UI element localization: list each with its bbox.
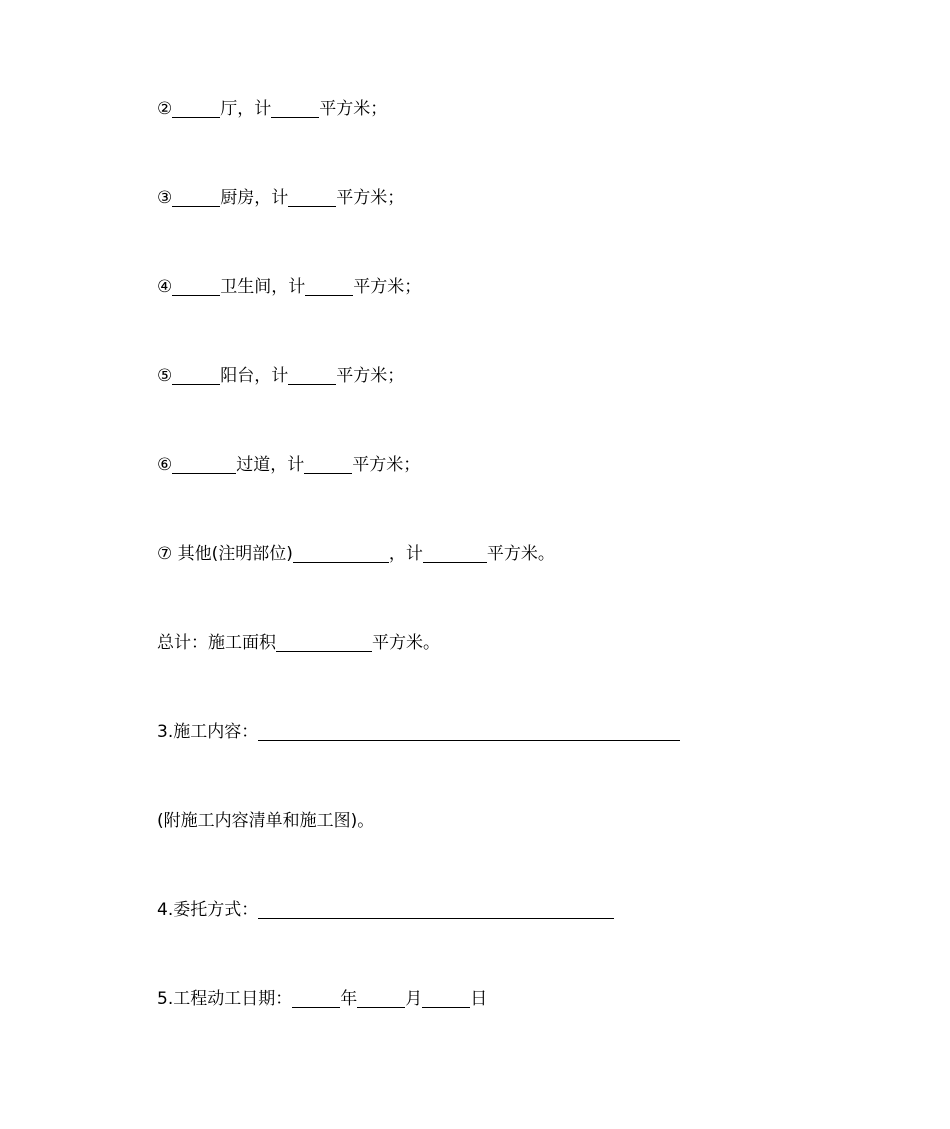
- start-date-label: 5.工程动工日期：: [157, 989, 293, 1009]
- unit-label: 平方米；: [336, 188, 405, 208]
- day-blank[interactable]: [422, 989, 470, 1008]
- bathroom-count-blank[interactable]: [172, 277, 220, 296]
- commission-method-blank[interactable]: [258, 900, 614, 919]
- unit-label: 平方米；: [352, 455, 421, 475]
- commission-label: 4.委托方式：: [157, 900, 259, 920]
- item-number: ④: [157, 277, 173, 297]
- item-label: 卫生间，计: [220, 277, 306, 297]
- area-line-balcony: [157, 364, 404, 388]
- year-blank[interactable]: [292, 989, 340, 1008]
- year-label: 年: [340, 989, 358, 1009]
- item-label: 厨房，计: [220, 188, 289, 208]
- unit-label: 平方米；: [353, 277, 422, 297]
- commission-method-line: [157, 898, 614, 922]
- item-label: ⑦ 其他(注明部位): [157, 544, 293, 564]
- construction-content-line: [157, 720, 680, 744]
- kitchen-count-blank[interactable]: [172, 188, 220, 207]
- corridor-count-blank[interactable]: [172, 455, 236, 474]
- item-label: 过道，计: [236, 455, 305, 475]
- other-area-blank[interactable]: [423, 544, 487, 563]
- area-line-corridor: [157, 453, 420, 477]
- start-date-line: [157, 987, 487, 1011]
- corridor-area-blank[interactable]: [304, 455, 352, 474]
- hall-area-blank[interactable]: [271, 99, 319, 118]
- area-line-bathroom: [157, 275, 421, 299]
- item-number: ③: [157, 188, 173, 208]
- total-area-line: [157, 631, 440, 655]
- unit-label: 平方米；: [336, 366, 405, 386]
- attachment-note: (附施工内容清单和施工图)。: [157, 811, 375, 831]
- content-label: 3.施工内容：: [157, 722, 259, 742]
- total-area-blank[interactable]: [276, 633, 372, 652]
- item-number: ⑤: [157, 366, 173, 386]
- area-line-other: [157, 542, 555, 566]
- month-label: 月: [405, 989, 423, 1009]
- total-label: 总计：施工面积: [157, 633, 276, 653]
- other-location-blank[interactable]: [293, 544, 389, 563]
- kitchen-area-blank[interactable]: [288, 188, 336, 207]
- item-label: 厅，计: [220, 99, 272, 119]
- item-label: ，计: [388, 544, 423, 564]
- hall-count-blank[interactable]: [172, 99, 220, 118]
- unit-label: 平方米。: [372, 633, 440, 653]
- item-label: 阳台，计: [220, 366, 289, 386]
- month-blank[interactable]: [357, 989, 405, 1008]
- attachment-note-line: [157, 809, 374, 833]
- balcony-area-blank[interactable]: [288, 366, 336, 385]
- day-label: 日: [470, 989, 488, 1009]
- construction-content-blank[interactable]: [258, 722, 680, 741]
- bathroom-area-blank[interactable]: [305, 277, 353, 296]
- unit-label: 平方米。: [486, 544, 555, 564]
- balcony-count-blank[interactable]: [172, 366, 220, 385]
- item-number: ②: [157, 99, 173, 119]
- item-number: ⑥: [157, 455, 173, 475]
- area-line-kitchen: [157, 186, 404, 210]
- unit-label: 平方米；: [319, 99, 388, 119]
- area-line-hall: [157, 97, 387, 121]
